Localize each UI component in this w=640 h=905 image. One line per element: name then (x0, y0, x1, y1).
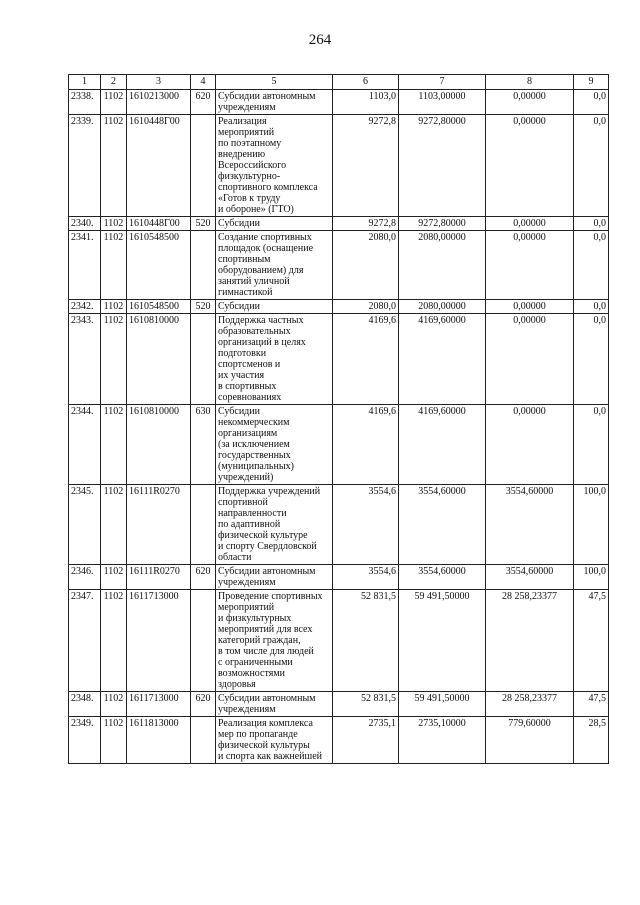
description-line: Субсидии (218, 406, 260, 417)
table-body (69, 90, 609, 764)
budget-table (68, 74, 609, 764)
row-number-cell: 2347. (69, 590, 101, 692)
section-code-cell: 1102 (101, 217, 127, 231)
description-line: (муниципальных) (218, 461, 294, 472)
description-line: мер по пропаганде (218, 729, 298, 740)
table-row (69, 717, 609, 764)
row-number-cell: 2349. (69, 717, 101, 764)
description-line: (за исключением (218, 439, 290, 450)
page-number: 264 (308, 32, 332, 48)
description-line: Реализация комплекса (218, 718, 313, 729)
table-row (69, 590, 609, 692)
executed-amount-cell: 3554,60000 (486, 485, 574, 565)
refined-amount-cell: 2080,00000 (399, 231, 486, 300)
description-line: учреждениям (218, 102, 276, 113)
section-code-cell: 1102 (101, 717, 127, 764)
description-line: спортивной (218, 497, 268, 508)
expense-type-cell (191, 590, 216, 692)
expense-type-cell (191, 485, 216, 565)
row-number-cell: 2341. (69, 231, 101, 300)
planned-amount-cell: 2080,0 (333, 300, 399, 314)
description-cell (216, 300, 333, 314)
planned-amount-cell: 52 831,5 (333, 590, 399, 692)
planned-amount-cell: 4169,6 (333, 314, 399, 405)
description-cell (216, 90, 333, 115)
description-line: в спортивных (218, 381, 277, 392)
description-line: по адаптивной (218, 519, 281, 530)
execution-percent-cell: 0,0 (574, 231, 609, 300)
execution-percent-cell: 47,5 (574, 590, 609, 692)
row-number-cell: 2344. (69, 405, 101, 485)
refined-amount-cell: 9272,80000 (399, 217, 486, 231)
target-code-cell: 1611813000 (127, 717, 191, 764)
description-line: и физкультурных (218, 613, 292, 624)
refined-amount-cell: 3554,60000 (399, 485, 486, 565)
execution-percent-cell: 0,0 (574, 314, 609, 405)
description-cell (216, 405, 333, 485)
description-line: образовательных (218, 326, 291, 337)
description-line: Субсидии (218, 218, 260, 229)
col-header-7: 7 (399, 75, 486, 90)
description-cell (216, 565, 333, 590)
description-line: занятий уличной (218, 276, 290, 287)
refined-amount-cell: 2735,10000 (399, 717, 486, 764)
expense-type-cell (191, 314, 216, 405)
row-number-cell: 2343. (69, 314, 101, 405)
description-line: в том числе для людей (218, 646, 314, 657)
col-header-8: 8 (486, 75, 574, 90)
planned-amount-cell: 3554,6 (333, 485, 399, 565)
execution-percent-cell: 100,0 (574, 485, 609, 565)
description-cell (216, 717, 333, 764)
col-header-2: 2 (101, 75, 127, 90)
description-cell (216, 217, 333, 231)
description-line: направленности (218, 508, 287, 519)
description-line: учреждений) (218, 472, 274, 483)
expense-type-cell: 620 (191, 565, 216, 590)
refined-amount-cell: 3554,60000 (399, 565, 486, 590)
planned-amount-cell: 4169,6 (333, 405, 399, 485)
section-code-cell: 1102 (101, 314, 127, 405)
description-line: Реализация (218, 116, 267, 127)
executed-amount-cell: 779,60000 (486, 717, 574, 764)
execution-percent-cell: 0,0 (574, 217, 609, 231)
section-code-cell: 1102 (101, 115, 127, 217)
table-row (69, 90, 609, 115)
description-cell (216, 485, 333, 565)
planned-amount-cell: 9272,8 (333, 115, 399, 217)
section-code-cell: 1102 (101, 590, 127, 692)
target-code-cell: 1611713000 (127, 692, 191, 717)
target-code-cell: 16111R0270 (127, 565, 191, 590)
description-line: учреждениям (218, 577, 276, 588)
row-number-cell: 2338. (69, 90, 101, 115)
description-line: Всероссийского (218, 160, 287, 171)
description-cell (216, 231, 333, 300)
planned-amount-cell: 52 831,5 (333, 692, 399, 717)
planned-amount-cell: 9272,8 (333, 217, 399, 231)
planned-amount-cell: 1103,0 (333, 90, 399, 115)
execution-percent-cell: 0,0 (574, 405, 609, 485)
description-line: Проведение спортивных (218, 591, 323, 602)
table-row (69, 565, 609, 590)
refined-amount-cell: 4169,60000 (399, 405, 486, 485)
description-line: области (218, 552, 252, 563)
description-line: и спорта как важнейшей (218, 751, 323, 762)
table-row (69, 485, 609, 565)
planned-amount-cell: 3554,6 (333, 565, 399, 590)
target-code-cell: 16111R0270 (127, 485, 191, 565)
executed-amount-cell: 0,00000 (486, 405, 574, 485)
description-line: мероприятий (218, 602, 275, 613)
target-code-cell: 1610548500 (127, 300, 191, 314)
planned-amount-cell: 2080,0 (333, 231, 399, 300)
description-line: по поэтапному (218, 138, 282, 149)
table-header-row (69, 75, 609, 90)
col-header-3: 3 (127, 75, 191, 90)
description-line: учреждениям (218, 704, 276, 715)
refined-amount-cell: 2080,00000 (399, 300, 486, 314)
executed-amount-cell: 0,00000 (486, 217, 574, 231)
table-row (69, 300, 609, 314)
table-row (69, 405, 609, 485)
table-row (69, 217, 609, 231)
execution-percent-cell: 47,5 (574, 692, 609, 717)
description-line: Создание спортивных (218, 232, 312, 243)
target-code-cell: 1611713000 (127, 590, 191, 692)
refined-amount-cell: 59 491,50000 (399, 590, 486, 692)
description-line: здоровья (218, 679, 256, 690)
row-number-cell: 2346. (69, 565, 101, 590)
row-number-cell: 2340. (69, 217, 101, 231)
expense-type-cell (191, 717, 216, 764)
description-cell (216, 692, 333, 717)
col-header-9: 9 (574, 75, 609, 90)
target-code-cell: 1610213000 (127, 90, 191, 115)
col-header-1: 1 (69, 75, 101, 90)
executed-amount-cell: 28 258,23377 (486, 590, 574, 692)
description-line: организаций в целях (218, 337, 306, 348)
description-line: Субсидии автономным (218, 566, 316, 577)
refined-amount-cell: 59 491,50000 (399, 692, 486, 717)
description-line: и обороне» (ГТО) (218, 204, 294, 215)
description-line: государственных (218, 450, 291, 461)
expense-type-cell: 520 (191, 300, 216, 314)
description-line: физкультурно- (218, 171, 281, 182)
description-line: организациям (218, 428, 278, 439)
table-row (69, 115, 609, 217)
section-code-cell: 1102 (101, 90, 127, 115)
executed-amount-cell: 0,00000 (486, 231, 574, 300)
target-code-cell: 1610810000 (127, 314, 191, 405)
refined-amount-cell: 9272,80000 (399, 115, 486, 217)
executed-amount-cell: 0,00000 (486, 300, 574, 314)
section-code-cell: 1102 (101, 565, 127, 590)
execution-percent-cell: 28,5 (574, 717, 609, 764)
executed-amount-cell: 0,00000 (486, 115, 574, 217)
row-number-cell: 2342. (69, 300, 101, 314)
description-line: возможностями (218, 668, 286, 679)
table-row (69, 314, 609, 405)
execution-percent-cell: 0,0 (574, 115, 609, 217)
description-line: физической культуры (218, 740, 310, 751)
description-line: Поддержка частных (218, 315, 304, 326)
col-header-6: 6 (333, 75, 399, 90)
description-line: мероприятий (218, 127, 275, 138)
expense-type-cell: 620 (191, 90, 216, 115)
section-code-cell: 1102 (101, 231, 127, 300)
row-number-cell: 2339. (69, 115, 101, 217)
description-line: подготовки (218, 348, 267, 359)
description-line: оборудованием) для (218, 265, 304, 276)
expense-type-cell: 620 (191, 692, 216, 717)
target-code-cell: 1610448Г00 (127, 217, 191, 231)
target-code-cell: 1610548500 (127, 231, 191, 300)
col-header-4: 4 (191, 75, 216, 90)
expense-type-cell (191, 231, 216, 300)
col-header-5: 5 (216, 75, 333, 90)
description-line: Субсидии автономным (218, 693, 316, 704)
description-line: мероприятий для всех (218, 624, 313, 635)
description-line: «Готов к труду (218, 193, 281, 204)
expense-type-cell (191, 115, 216, 217)
row-number-cell: 2348. (69, 692, 101, 717)
row-number-cell: 2345. (69, 485, 101, 565)
description-cell (216, 115, 333, 217)
description-line: внедрению (218, 149, 266, 160)
description-line: Субсидии (218, 301, 260, 312)
description-line: категорий граждан, (218, 635, 301, 646)
description-cell (216, 314, 333, 405)
planned-amount-cell: 2735,1 (333, 717, 399, 764)
description-line: спортсменов и (218, 359, 281, 370)
table-row (69, 692, 609, 717)
description-cell (216, 590, 333, 692)
expense-type-cell: 630 (191, 405, 216, 485)
description-line: их участия (218, 370, 265, 381)
section-code-cell: 1102 (101, 485, 127, 565)
description-line: соревнованиях (218, 392, 282, 403)
target-code-cell: 1610448Г00 (127, 115, 191, 217)
description-line: Поддержка учреждений (218, 486, 321, 497)
description-line: некоммерческим (218, 417, 290, 428)
executed-amount-cell: 0,00000 (486, 314, 574, 405)
section-code-cell: 1102 (101, 300, 127, 314)
section-code-cell: 1102 (101, 405, 127, 485)
target-code-cell: 1610810000 (127, 405, 191, 485)
description-line: спортивного комплекса (218, 182, 318, 193)
execution-percent-cell: 0,0 (574, 90, 609, 115)
refined-amount-cell: 1103,00000 (399, 90, 486, 115)
execution-percent-cell: 0,0 (574, 300, 609, 314)
expense-type-cell: 520 (191, 217, 216, 231)
executed-amount-cell: 0,00000 (486, 90, 574, 115)
description-line: спортивным (218, 254, 271, 265)
description-line: физической культуре (218, 530, 308, 541)
execution-percent-cell: 100,0 (574, 565, 609, 590)
table-row (69, 231, 609, 300)
executed-amount-cell: 28 258,23377 (486, 692, 574, 717)
refined-amount-cell: 4169,60000 (399, 314, 486, 405)
description-line: площадок (оснащение (218, 243, 314, 254)
executed-amount-cell: 3554,60000 (486, 565, 574, 590)
section-code-cell: 1102 (101, 692, 127, 717)
description-line: и спорту Свердловской (218, 541, 317, 552)
description-line: Субсидии автономным (218, 91, 316, 102)
description-line: гимнастикой (218, 287, 273, 298)
description-line: с ограниченными (218, 657, 293, 668)
